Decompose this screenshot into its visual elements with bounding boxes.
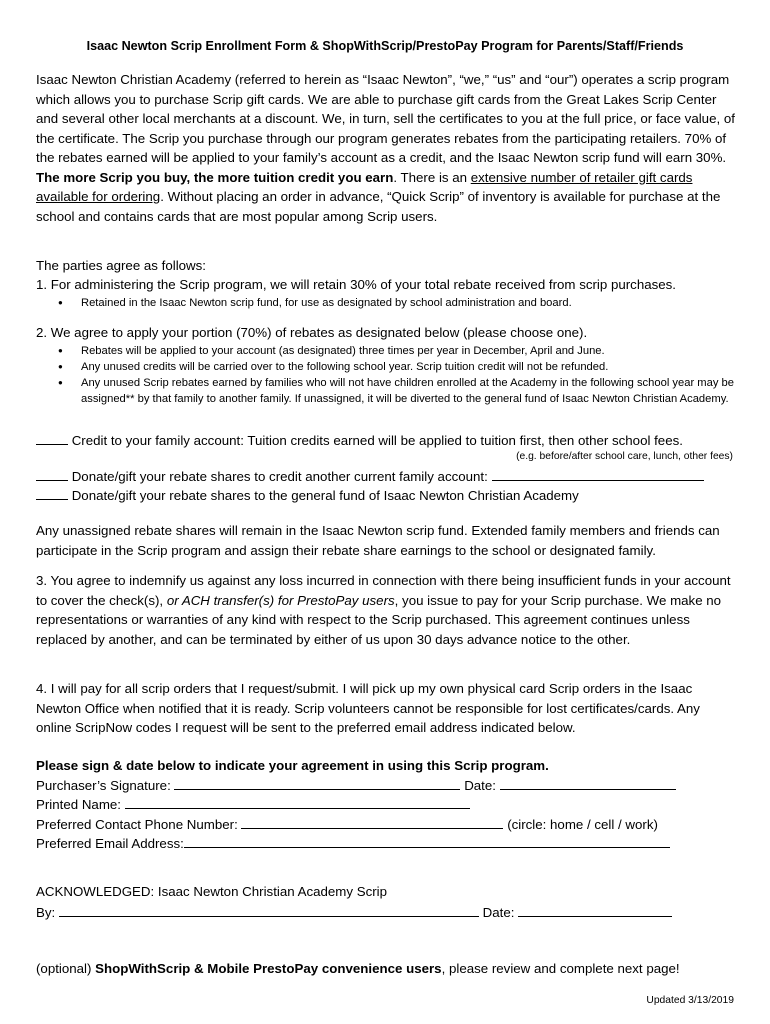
sign-heading: Please sign & date below to indicate your agreement in using this Scrip program. [36,758,549,773]
option-donate-general-label: Donate/gift your rebate shares to the general fund of Isaac Newton Christian Academy [71,488,579,503]
by-label: By: [36,905,56,920]
by-date-label: Date: [482,905,515,920]
optional-suffix: , please review and complete next page! [441,961,680,976]
item-3-text-2: , you issue to pay for your Scrip purchase. We make no representations or warranties of any kind with respect to the Scrip purchased. This agreement continues unless replaced by another, and can be terminated by either of us upon 30 days advance notice to the other. [36,592,722,647]
email-row [36,833,670,853]
intro-text-3: . Without placing an order in advance, “Quick Scrip” of inventory is available for purchase at the school and contains cards that are most popular among Scrip users. [36,189,721,224]
by-date-field[interactable] [518,902,672,917]
phone-type-note[interactable]: (circle: home / cell / work) [507,817,658,832]
option-donate-family-checkbox-line[interactable] [36,466,68,481]
intro-text-2: . There is an [393,169,471,185]
list-item: ● Any unused credits will be carried over to the following school year. Scrip tuition credit will not be refunded. [36,359,736,375]
retailer-list-link[interactable]: extensive number of retailer gift cards available for ordering [36,169,693,204]
item-3-text-1: 3. You agree to indemnify us against any loss incurred in connection with there being insufficient funds in your account to cover the check(s), [36,573,731,608]
unassigned-paragraph: Any unassigned rebate shares will remain in the Isaac Newton scrip fund. Extended family members and friends can participate in the Scrip program and assign their rebate share earnings to the school or designated family. [36,523,720,558]
signature-label: Purchaser’s Signature: [36,778,171,793]
by-field[interactable] [59,902,479,917]
optional-note [36,959,680,978]
acknowledged-label: ACKNOWLEDGED: Isaac Newton Christian Academy Scrip [36,884,388,899]
list-item: ● Any unused Scrip rebates earned by families who will not have children enrolled at the Academy in the following school year may be assigned** by that family to another family. If unassigned, it will be diverted to the general fund of Isaac Newton Christian Academy. [36,375,736,407]
optional-bold-text: ShopWithScrip & Mobile PrestoPay convenience users [95,961,442,976]
printed-name-row [36,794,470,814]
signature-row [36,775,676,795]
phone-label: Preferred Contact Phone Number: [36,817,238,832]
printed-name-label: Printed Name: [36,797,121,812]
email-field[interactable] [184,833,670,848]
list-item: ● Rebates will be applied to your account (as designated) three times per year in December, April and June. [36,343,736,359]
item-1-text: 1. For administering the Scrip program, we will retain 30% of your total rebate received from scrip purchases. [36,277,677,292]
item-3-italic-text: or ACH transfer(s) for PrestoPay users [166,592,395,608]
intro-bold-text: The more Scrip you buy, the more tuition credit you earn [36,169,394,185]
phone-field[interactable] [241,814,503,829]
option-credit-note: (e.g. before/after school care, lunch, other fees) [516,451,733,462]
item-3-paragraph [36,571,736,649]
signature-date-field[interactable] [500,775,676,790]
parties-heading: The parties agree as follows: [36,258,206,273]
signature-date-label: Date: [464,778,496,793]
option-donate-general-checkbox-line[interactable] [36,485,68,500]
signature-field[interactable] [174,775,460,790]
option-credit [36,430,683,450]
updated-date: Updated 3/13/2019 [646,995,734,1006]
item-2-text: 2. We agree to apply your portion (70%) of rebates as designated below (please choose one). [36,325,588,340]
optional-prefix: (optional) [36,961,96,976]
email-label: Preferred Email Address: [36,836,184,851]
item-4-paragraph: 4. I will pay for all scrip orders that I request/submit. I will pick up my own physical card Scrip orders in the Isaac Newton Office when notified that it is ready. Scrip volunteers cannot be responsible for lost certificates/cards. Any online ScripNow codes I request will be sent to the preferred email address indicated below. [36,681,700,735]
option-credit-label: Credit to your family account: Tuition credits earned will be applied to tuition first, then other school fees. [71,433,683,448]
item-2-bullets [36,343,736,407]
option-credit-checkbox-line[interactable] [36,430,68,445]
option-donate-family-label: Donate/gift your rebate shares to credit another current family account: [71,469,488,484]
form-title: Isaac Newton Scrip Enrollment Form & ShopWithScrip/PrestoPay Program for Parents/Staff/Friends [86,39,684,53]
option-donate-family [36,466,704,486]
acknowledged-row [36,902,672,922]
list-item: ● Retained in the Isaac Newton scrip fund, for use as designated by school administration and board. [36,295,736,311]
family-account-field[interactable] [492,466,704,481]
item-1-bullets [36,295,736,311]
printed-name-field[interactable] [125,794,470,809]
option-donate-general [36,485,579,505]
intro-text-1: Isaac Newton Christian Academy (referred to herein as “Isaac Newton”, “we,” “us” and “our”) operates a scrip program which allows you to purchase Scrip gift cards. We are able to purchase gift cards from the Great Lakes Scrip Center and several other local merchants at a discount. We, in turn, sell the certificates to you at the full price, or face value, of the certificate. The Scrip you purchase through our program generates rebates from the participating retailers. 70% of the rebates earned will be applied to your family’s account as a credit, and the Isaac Newton scrip fund will earn 30%. [36,72,735,165]
phone-row [36,814,658,834]
intro-paragraph [36,70,736,226]
